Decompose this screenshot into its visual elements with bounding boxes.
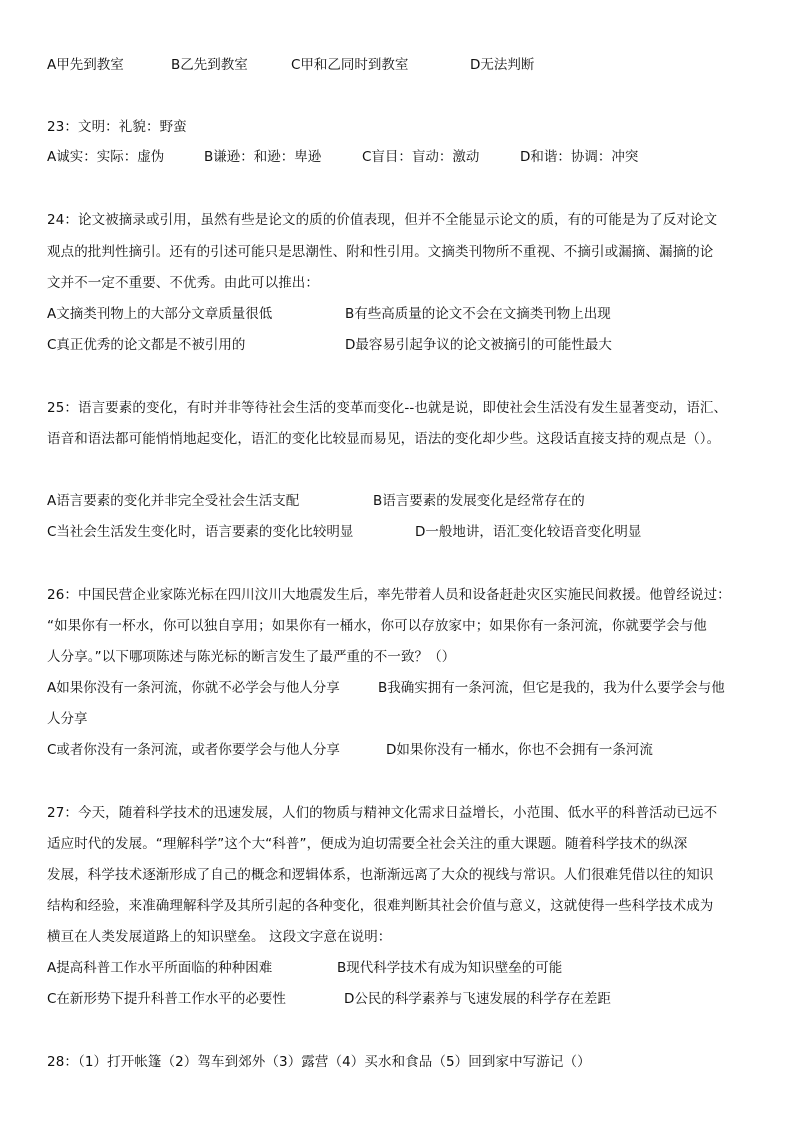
q22-option-a: A甲先到教室 (47, 57, 124, 73)
q24-stem-line-1: 24：论文被摘录或引用，虽然有些是论文的质的价值表现，但并不全能显示论文的质，有的可能是为了反对论文 (47, 212, 718, 228)
q25-option-a: A语言要素的变化并非完全受社会生活支配 (47, 493, 300, 509)
q25-option-c: C当社会生活发生变化时，语言要素的变化比较明显 (47, 524, 354, 540)
q24-stem-line-3: 文并不一定不重要、不优秀。由此可以推出： (47, 275, 319, 291)
q27-stem-line-4: 结构和经验，来准确理解科学及其所引起的各种变化，很难判断其社会价值与意义，这就使得一些科学技术成为 (47, 898, 714, 914)
q25-option-b: B语言要素的发展变化是经常存在的 (373, 493, 585, 509)
q26-option-b: B我确实拥有一条河流，但它是我的，我为什么要学会与他 (378, 680, 725, 696)
q22-option-c: C甲和乙同时到教室 (291, 57, 409, 73)
q25-stem-line-2: 语音和语法都可能悄悄地起变化，语汇的变化比较显而易见，语法的变化却少些。这段话直接支持的观点是（）。 (47, 431, 721, 447)
q25-option-d: D一般地讲，语汇变化较语音变化明显 (415, 524, 642, 540)
q26-option-d: D如果你没有一桶水，你也不会拥有一条河流 (386, 742, 653, 758)
q27-option-a: A提高科普工作水平所面临的种种困难 (47, 960, 273, 976)
q24-option-b: B有些高质量的论文不会在文摘类刊物上出现 (345, 306, 611, 322)
q26-stem-line-3: 人分享。”以下哪项陈述与陈光标的断言发生了最严重的不一致？（） (47, 649, 456, 665)
q23-option-d: D和谐：协调：冲突 (520, 149, 639, 165)
q27-option-b: B现代科学技术有成为知识壁垒的可能 (337, 960, 563, 976)
q24-option-d: D最容易引起争议的论文被摘引的可能性最大 (345, 337, 612, 353)
q26-stem-line-1: 26：中国民营企业家陈光标在四川汶川大地震发生后，率先带着人员和设备赶赴灾区实施民间救援。他曾经说过： (47, 587, 731, 603)
q27-stem-line-3: 发展，科学技术逐渐形成了自己的概念和逻辑体系，也渐渐远离了大众的视线与常识。人们很难凭借以往的知识 (47, 867, 714, 883)
q23-option-b: B谦逊：和逊：卑逊 (204, 149, 322, 165)
q24-option-c: C真正优秀的论文都是不被引用的 (47, 337, 246, 353)
q23-stem: 23：文明：礼貌：野蛮 (47, 119, 187, 135)
q27-option-c: C在新形势下提升科普工作水平的必要性 (47, 991, 286, 1007)
q27-option-d: D公民的科学素养与飞速发展的科学存在差距 (344, 991, 611, 1007)
q27-stem-line-5: 横亘在人类发展道路上的知识壁垒。 这段文字意在说明： (47, 929, 392, 945)
q24-option-a: A文摘类刊物上的大部分文章质量很低 (47, 306, 273, 322)
q26-option-a: A如果你没有一条河流，你就不必学会与他人分享 (47, 680, 340, 696)
q26-stem-line-2: “如果你有一杯水，你可以独自享用；如果你有一桶水，你可以存放家中；如果你有一条河流，你就要学会与他 (47, 618, 707, 634)
q23-option-a: A诚实：实际：虚伪 (47, 149, 165, 165)
q22-option-b: B乙先到教室 (171, 57, 248, 73)
q28-stem: 28：（1）打开帐篷（2）驾车到郊外（3）露营（4）买水和食品（5）回到家中写游记（） (47, 1054, 591, 1070)
q26-option-c: C或者你没有一条河流，或者你要学会与他人分享 (47, 742, 340, 758)
q27-stem-line-1: 27：今天，随着科学技术的迅速发展，人们的物质与精神文化需求日益增长，小范围、低水平的科普活动已远不 (47, 805, 718, 821)
q24-stem-line-2: 观点的批判性摘引。还有的引述可能只是思潮性、附和性引用。文摘类刊物所不重视、不摘引或漏摘、漏摘的论 (47, 244, 714, 260)
q22-option-d: D无法判断 (470, 57, 535, 73)
q25-stem-line-1: 25：语言要素的变化，有时并非等待社会生活的变革而变化--也就是说，即使社会生活没有发生显著变动，语汇、 (47, 400, 728, 416)
q27-stem-line-2: 适应时代的发展。“理解科学”这个大“科普”，便成为迫切需要全社会关注的重大课题。随着科学技术的纵深 (47, 836, 688, 852)
q23-option-c: C盲目：盲动：激动 (362, 149, 480, 165)
q26-option-b-continued: 人分享 (47, 711, 88, 727)
